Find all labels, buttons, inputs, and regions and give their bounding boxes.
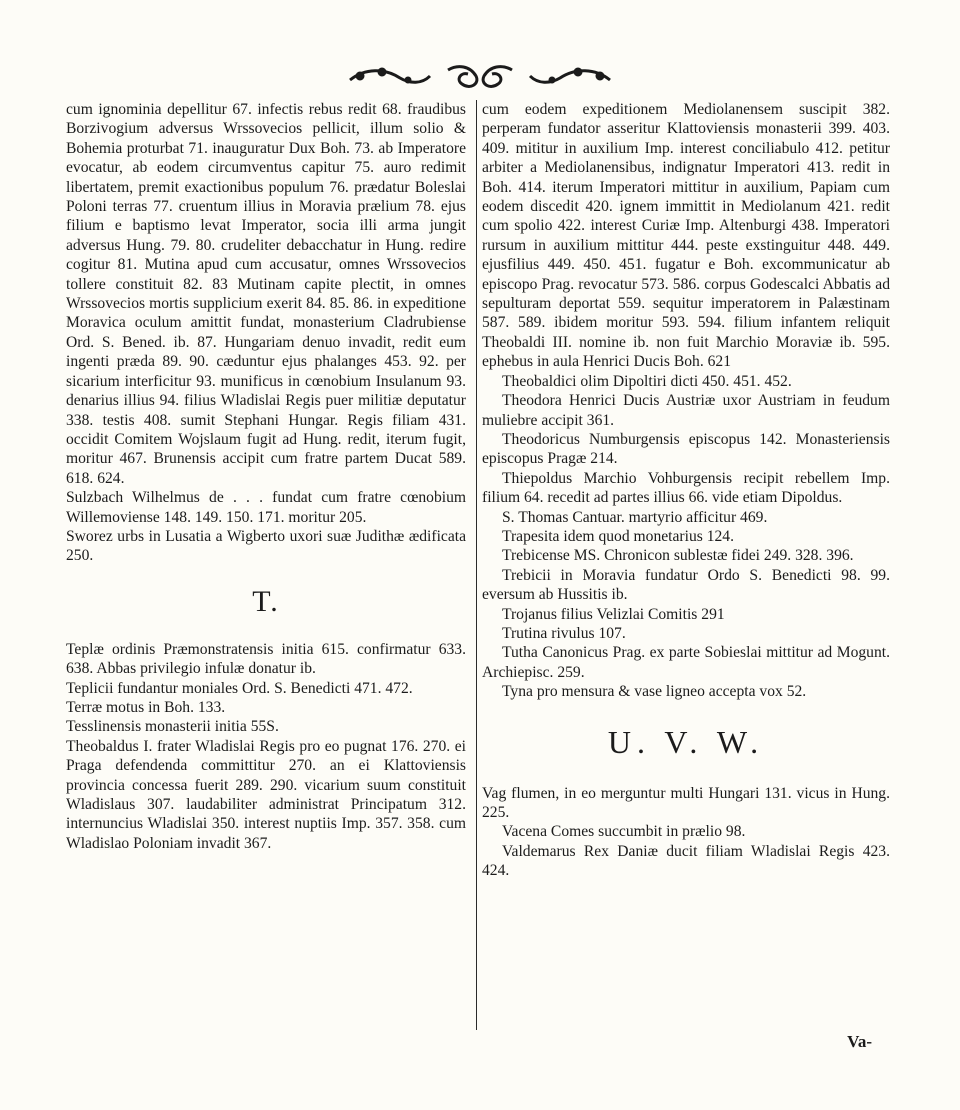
index-entry: Trapesita idem quod monetarius 124. (502, 527, 735, 545)
index-entry: Trutina rivulus 107. (502, 624, 626, 642)
decorative-vine-ornament-icon (330, 62, 630, 92)
index-entry: Thiepoldus Marchio Vohburgensis recipit rebellem Imp. filium 64. recedit ad partes illius 66. vide etiam Dipoldus. (482, 469, 890, 507)
index-entry: Terræ motus in Boh. 133. (66, 698, 226, 716)
index-entry: Vacena Comes succumbit in prælio 98. (502, 823, 746, 841)
index-entry: Tyna pro mensura & vase ligneo accepta vox 52. (502, 683, 807, 701)
index-entry: Vag flumen, in eo merguntur multi Hungari 131. vicus in Hung. 225. (482, 784, 890, 821)
index-entry: Teplicii fundantur moniales Ord. S. Benedicti 471. 472. (66, 679, 413, 697)
index-entry: Trojanus filius Velizlai Comitis 291 (502, 605, 725, 623)
letter-heading: U. V. W. (607, 723, 765, 760)
index-entry: Valdemarus Rex Daniæ ducit filiam Wladislai Regis 423. 424. (482, 842, 890, 880)
index-entry: Trebicense MS. Chronicon sublestæ fidei 249. 328. 396. (502, 547, 854, 565)
catchword: Va- (847, 1032, 872, 1051)
left-column (66, 100, 466, 853)
index-entry: Theobaldici olim Dipoltiri dicti 450. 451. 452. (502, 372, 792, 390)
index-entry: Tutha Canonicus Prag. ex parte Sobieslai mittitur ad Mogunt. Archiepisc. 259. (482, 644, 890, 681)
index-entry: Sworez urbs in Lusatia a Wigberto uxori suæ Judithæ ædificata 250. (66, 527, 466, 565)
index-entry: S. Thomas Cantuar. martyrio afficitur 469. (502, 508, 768, 526)
index-entry: Theodora Henrici Ducis Austriæ uxor Austriam in feudum muliebre accipit 361. (482, 392, 890, 429)
column-divider (476, 100, 477, 1030)
index-entry: Teplæ ordinis Præmonstratensis initia 615. confirmatur 633. 638. Abbas privilegio infulæ donatur ib. (66, 640, 466, 678)
index-entry: cum ignominia depellitur 67. infectis rebus redit 68. fraudibus Borzivogium adversus Wrssovecios pellicit, illum solio & Bohemia proturbat 71. inauguratur Dux Boh. 73. ab Imperatore evocatur, ab eodem circumventus capitur 75. auro redimit libertatem, premit exactionibus populum 76. prædatur Boleslai Poloni terras 77. cruentum illius in Moravia prælium 78. ejus filium e baptismo levat Imperator, socia illi arma jungit adversus Hung. 79. 80. crudeliter debacchatur in Hung. redire cogitur 81. Mutina apud cum accusatur, omnes Wrssovecios tollere constituit 82. 83 Mutinam capite plectit, in omnes Wrssovecios mortis supplicium exerit 84. 85. 86. in expeditione Moravica oculum amittit fundat, monasterium Cladrubiense Ord. S. Bened. ib. 87. Hungariam denuo invadit, redit eum ingenti præda 89. 90. cæduntur ejus phalanges 453. 92. per sicarium interficitur 93. munificus in cœnobium Insulanum 93. denarius illius 94. filius Wladislai Regis puer militiæ deputatur 338. testis 408. sumit Stephani Hungar. Regis filiam 431. occidit Comitem Wojslaum fugit ad Hung. redit, iterum fugit, moritur 467. Brunensis accipit cum fratre partem Ducat 589. 618. 624. (66, 101, 466, 487)
index-entry: Tesslinensis monasterii initia 55S. (66, 718, 279, 736)
index-entry: cum eodem expeditionem Mediolanensem suscipit 382. perperam fundator asseritur Klattoviensis monasterii 399. 403. 409. mititur in auxilium Imp. interest conciliabulo 412. petitur arbiter a Mediolanensibus, indignatur Imperatori 413. redit in Boh. 414. iterum Imperatori mittitur in auxilium, Papiam cum eodem discedit 420. ignem immittit in Mediolanum 421. redit cum spolio 422. interest Curiæ Imp. Altenburgi 438. Imperatori rursum in auxilium mittitur 444. peste exstinguitur 448. 449. ejusfilius 449. 450. 451. fugatur e Boh. excommunicatur ab episcopo Prag. revocatur 573. 586. corpus Godescalci Abbatis ad sepulturam deportat 559. sequitur imperatorem in Palæstinam 587. 589. ibidem moritur 593. 594. filium infantem reliquit Theobaldi III. nomine ib. non fuit Marchio Moraviæ ib. 595. ephebus in aula Henrici Ducis Boh. 621 (482, 101, 890, 371)
index-entry: Sulzbach Wilhelmus de . . . fundat cum fratre cœnobium Willemoviense 148. 149. 150. 171. moritur 205. (66, 489, 466, 526)
letter-heading: T. (252, 584, 280, 618)
index-entry: Theodoricus Numburgensis episcopus 142. Monasteriensis episcopus Pragæ 214. (482, 430, 890, 468)
index-entry: Trebicii in Moravia fundatur Ordo S. Benedicti 98. 99. eversum ab Hussitis ib. (482, 566, 890, 604)
right-column (482, 100, 890, 881)
index-entry: Theobaldus I. frater Wladislai Regis pro eo pugnat 176. 270. ei Praga defendenda committitur 270. an ei Klattoviensis provincia concessa fuerit 289. 290. vicarium suum constituit Wladislaus 307. laudabiliter administrat Principatum 312. internuncius Wladislai 350. interest nuptiis Imp. 357. 358. cum Wladislao Poloniam invadit 367. (66, 737, 466, 852)
